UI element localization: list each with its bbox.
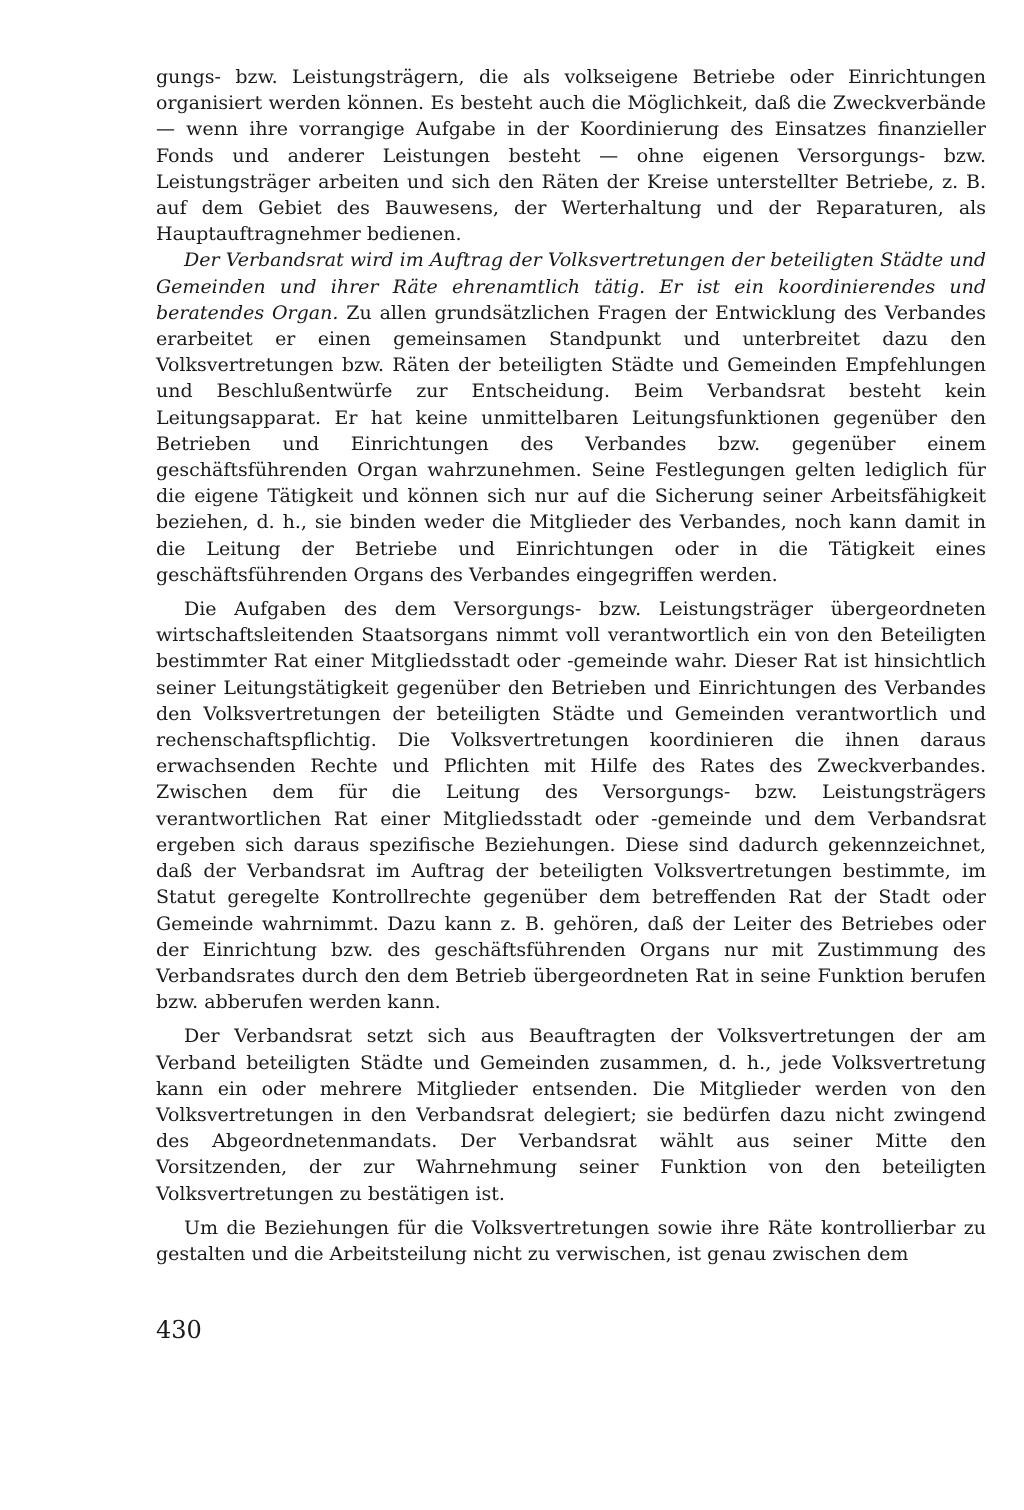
paragraph-3: Die Aufgaben des dem Versorgungs- bzw. Leistungsträger übergeordneten wirtschaftsleitenden Staatsorgans nimmt voll verantwortlich ein von den Beteiligten bestimmter Rat einer Mitgliedsstadt oder -gemeinde wahr. Dieser Rat ist hinsichtlich seiner Leitungstätigkeit gegenüber den Betrieben und Einrichtungen des Verbandes den Volksvertretungen der beteiligten Städte und Gemeinden verantwortlich und rechenschaftspflichtig. Die Volksvertretungen koordinieren die ihnen daraus erwachsenden Rechte und Pflichten mit Hilfe des Rates des Zweckverbandes. Zwischen dem für die Leitung des Versorgungs- bzw. Leistungsträgers verantwortlichen Rat einer Mitgliedsstadt oder -gemeinde und dem Verbandsrat ergeben sich daraus spezifische Beziehungen. Diese sind dadurch gekennzeichnet, daß der Verbandsrat im Auftrag der beteiligten Volksvertretungen bestimmte, im Statut geregelte Kontrollrechte gegenüber dem betreffenden Rat der Stadt oder Gemeinde wahrnimmt. Dazu kann z. B. gehören, daß der Leiter des Betriebes oder der Einrichtung bzw. des geschäftsführenden Organs nur mit Zustimmung des Verbandsrates durch den dem Betrieb übergeordneten Rat in seine Funktion berufen bzw. abberufen werden kann. — [156, 598, 986, 1014]
paragraph-2 — [156, 247, 986, 588]
paragraph-2-rest: Zu allen grundsätzlichen Fragen der Entwicklung des Verbandes erarbeitet er einen gemeinsamen Standpunkt und unterbreitet dazu den Volksvertretungen bzw. Räten der beteiligten Städte und Gemeinden Empfehlungen und Beschlußentwürfe zur Entscheidung. Beim Verbandsrat besteht kein Leitungsapparat. Er hat keine unmittelbaren Leitungsfunktionen gegenüber den Betrieben und Einrichtungen des Verbandes bzw. gegenüber einem geschäftsführenden Organ wahrzunehmen. Seine Festlegungen gelten lediglich für die eigene Tätigkeit und können sich nur auf die Sicherung seiner Arbeitsfähigkeit beziehen, d. h., sie binden weder die Mitglieder des Verbandes, noch kann damit in die Leitung der Betriebe und Einrichtungen oder in die Tätigkeit eines geschäftsführenden Organs des Verbandes eingegriffen werden. — [156, 301, 986, 586]
page-number: 430 — [156, 1316, 202, 1344]
paragraph-2-italic-lead: Der Verbandsrat wird im Auftrag der Volksvertretungen der beteiligten Städte und Gemeinden und ihrer Räte ehrenamtlich tätig. Er ist ein koordinierendes und beratendes Organ. — [156, 249, 986, 324]
page-body — [156, 64, 986, 1267]
paragraph-1: gungs- bzw. Leistungsträgern, die als volkseigene Betriebe oder Einrichtungen organisiert werden können. Es besteht auch die Möglichkeit, daß die Zweckverbände — wenn ihre vorrangige Aufgabe in der Koordinierung des Einsatzes finanzieller Fonds und anderer Leistungen besteht — ohne eigenen Versorgungs- bzw. Leistungsträger arbeiten und sich den Räten der Kreise unterstellter Betriebe, z. B. auf dem Gebiet des Bauwesens, der Werterhaltung und der Reparaturen, als Hauptauftragnehmer bedienen. — [156, 66, 986, 246]
paragraph-4: Der Verbandsrat setzt sich aus Beauftragten der Volksvertretungen der am Verband beteiligten Städte und Gemeinden zusammen, d. h., jede Volksvertretung kann ein oder mehrere Mitglieder entsenden. Die Mitglieder werden von den Volksvertretungen in den Verbandsrat delegiert; sie bedürfen dazu nicht zwingend des Abgeordnetenmandats. Der Verbandsrat wählt aus seiner Mitte den Vorsitzenden, der zur Wahrnehmung seiner Funktion von den beteiligten Volksvertretungen zu bestätigen ist. — [156, 1025, 986, 1205]
paragraph-5: Um die Beziehungen für die Volksvertretungen sowie ihre Räte kontrollierbar zu gestalten und die Arbeitsteilung nicht zu verwischen, ist genau zwischen dem — [156, 1216, 986, 1265]
